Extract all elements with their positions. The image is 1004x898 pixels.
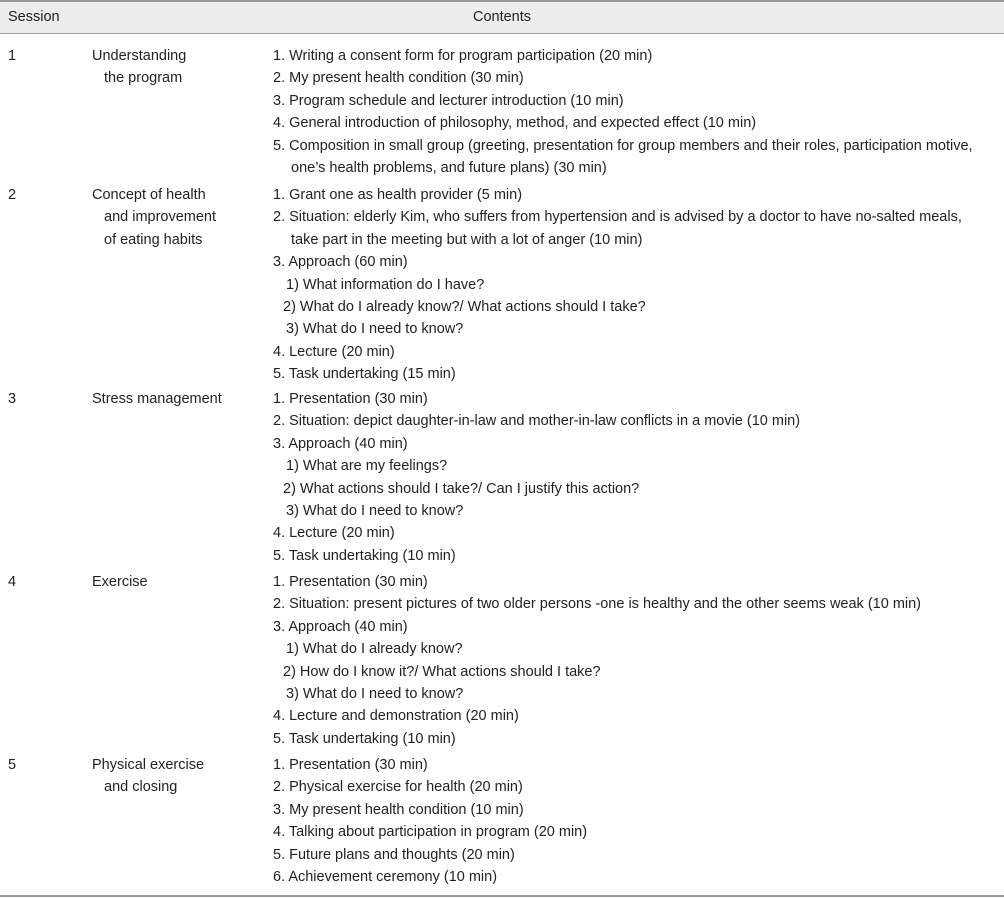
content-line: 1. Writing a consent form for program participation (20 min) (273, 48, 653, 64)
session-contents (273, 184, 962, 386)
header-rule (0, 33, 1004, 34)
session-number: 2 (8, 187, 17, 203)
content-line: 5. Future plans and thoughts (20 min) (273, 846, 515, 863)
session-title (92, 388, 222, 410)
content-line: 4. Lecture (20 min) (273, 525, 395, 542)
session-title-line: Stress management (92, 391, 222, 407)
content-line: 2. My present health condition (30 min) (273, 70, 524, 87)
session-title (92, 45, 186, 90)
content-line: 5. Task undertaking (15 min) (273, 366, 456, 383)
content-line: 2) How do I know it?/ What actions should I take? (283, 663, 601, 680)
content-line: 3. Program schedule and lecturer introduction (10 min) (273, 92, 624, 109)
content-line: 2. Situation: elderly Kim, who suffers from hypertension and is advised by a doctor to have no-salted meals, (273, 209, 962, 226)
session-number: 4 (8, 574, 17, 590)
content-line: 3. My present health condition (10 min) (273, 801, 524, 818)
content-line: 3) What do I need to know? (286, 686, 464, 703)
content-line: 4. Lecture and demonstration (20 min) (273, 708, 519, 725)
top-rule (0, 0, 1004, 2)
session-title (92, 184, 216, 251)
content-line: 4. General introduction of philosophy, method, and expected effect (10 min) (273, 115, 757, 132)
session-title-line: and closing (104, 779, 178, 796)
header-session: Session (8, 9, 60, 25)
content-line: 5. Composition in small group (greeting, presentation for group members and their roles, participation motive, (273, 137, 973, 154)
content-line: 1. Presentation (30 min) (273, 757, 428, 773)
content-line: 3. Approach (60 min) (273, 254, 408, 271)
session-title-line: the program (104, 70, 183, 87)
content-line: 5. Task undertaking (10 min) (273, 730, 456, 747)
session-title (92, 754, 204, 799)
content-line: 1) What information do I have? (286, 276, 485, 293)
content-line: one’s health problems, and future plans) (30 min) (291, 160, 607, 177)
session-title-line: and improvement (104, 209, 217, 226)
session-title-line: Physical exercise (92, 757, 205, 773)
session-contents (273, 754, 587, 888)
header-contents: Contents (472, 9, 532, 25)
content-line: 1) What do I already know? (286, 641, 463, 658)
session-title-line: Concept of health (92, 187, 206, 203)
content-line: 3) What do I need to know? (286, 503, 464, 520)
session-number: 5 (8, 757, 17, 773)
content-line: 6. Achievement ceremony (10 min) (273, 869, 498, 886)
content-line: 1. Presentation (30 min) (273, 574, 428, 590)
content-line: 4. Lecture (20 min) (273, 343, 395, 360)
session-contents (273, 388, 800, 567)
session-title (92, 571, 148, 593)
bottom-rule (0, 895, 1004, 897)
session-title-line: Exercise (92, 574, 148, 590)
session-title-line: Understanding (92, 48, 187, 64)
session-number: 3 (8, 391, 17, 407)
session-contents (273, 571, 921, 750)
content-line: 3) What do I need to know? (286, 321, 464, 338)
session-number: 1 (8, 48, 17, 64)
content-line: 5. Task undertaking (10 min) (273, 547, 456, 564)
session-contents (273, 45, 973, 179)
content-line: 3. Approach (40 min) (273, 618, 408, 635)
content-line: take part in the meeting but with a lot of anger (10 min) (291, 231, 643, 248)
content-line: 1) What are my feelings? (286, 458, 448, 475)
content-line: 2. Physical exercise for health (20 min) (273, 779, 523, 796)
session-title-line: of eating habits (104, 231, 203, 248)
content-line: 2) What do I already know?/ What actions should I take? (283, 299, 646, 316)
content-line: 2. Situation: depict daughter-in-law and mother-in-law conflicts in a movie (10 min) (273, 413, 801, 430)
content-line: 2) What actions should I take?/ Can I justify this action? (283, 480, 640, 497)
content-line: 4. Talking about participation in program (20 min) (273, 824, 588, 841)
content-line: 3. Approach (40 min) (273, 435, 408, 452)
content-line: 1. Presentation (30 min) (273, 391, 428, 407)
content-line: 1. Grant one as health provider (5 min) (273, 187, 523, 203)
content-line: 2. Situation: present pictures of two older persons -one is healthy and the other seems weak (10 min) (273, 596, 922, 613)
